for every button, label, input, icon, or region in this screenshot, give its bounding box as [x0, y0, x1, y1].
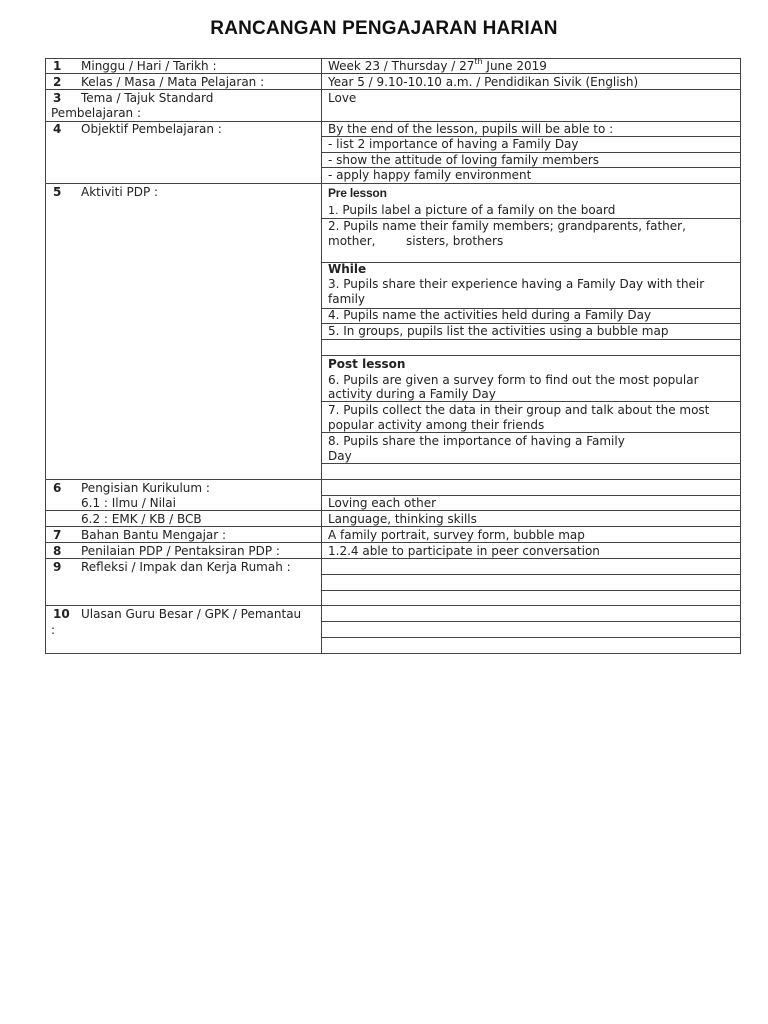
- activity-1: [328, 203, 615, 218]
- row-3-value: Love: [328, 91, 357, 105]
- pre-lesson-heading: Pre lesson: [328, 186, 387, 200]
- row-2-value: Year 5 / 9.10-10.10 a.m. / Pendidikan Sivik (English): [328, 75, 639, 89]
- cell-divider: [321, 262, 741, 263]
- date-superscript: th: [474, 57, 483, 66]
- row-4-number: 4: [53, 122, 62, 136]
- activity-8: 8. Pupils share the importance of having a Family: [328, 434, 625, 448]
- row-divider: [45, 73, 741, 74]
- row-6-1-label: 6.1 : Ilmu / Nilai: [81, 496, 176, 510]
- row-6-2-value: Language, thinking skills: [328, 512, 477, 526]
- cell-divider: [321, 621, 741, 622]
- row-6-number: 6: [53, 481, 62, 495]
- cell-divider: [321, 463, 741, 464]
- cell-divider: [321, 574, 741, 575]
- objective-item: - apply happy family environment: [328, 168, 532, 182]
- row-divider: [45, 510, 741, 511]
- row-divider: [45, 558, 741, 559]
- column-divider: [321, 58, 322, 654]
- activity-2: 2. Pupils name their family members; grandparents, father,: [328, 219, 686, 233]
- row-9-label: Refleksi / Impak dan Kerja Rumah :: [81, 560, 291, 574]
- lesson-plan-table: [45, 58, 741, 654]
- row-divider: [45, 183, 741, 184]
- row-3-label-cont: Pembelajaran :: [51, 106, 142, 120]
- row-6-2-label: 6.2 : EMK / KB / BCB: [81, 512, 202, 526]
- activity-2-cont: mother, sisters, brothers: [328, 234, 504, 248]
- row-2-number: 2: [53, 75, 62, 89]
- activity-7: 7. Pupils collect the data in their group and talk about the most: [328, 403, 710, 417]
- row-4-label: Objektif Pembelajaran :: [81, 122, 222, 136]
- row-divider: [45, 479, 741, 480]
- row-10-label: Ulasan Guru Besar / GPK / Pemantau: [81, 607, 302, 621]
- activity-1-number: 1.: [328, 204, 339, 217]
- row-divider: [45, 605, 741, 606]
- activity-4: 4. Pupils name the activities held during a Family Day: [328, 308, 652, 322]
- objective-item: - list 2 importance of having a Family Day: [328, 137, 579, 151]
- row-7-number: 7: [53, 528, 62, 542]
- while-heading: While: [328, 262, 367, 276]
- page-title: RANCANGAN PENGAJARAN HARIAN: [210, 18, 558, 39]
- row-9-number: 9: [53, 560, 62, 574]
- activity-1-text: Pupils label a picture of a family on the board: [338, 203, 616, 217]
- objective-intro: By the end of the lesson, pupils will be able to :: [328, 122, 614, 136]
- cell-divider: [321, 339, 741, 340]
- row-5-number: 5: [53, 185, 62, 199]
- cell-divider: [321, 590, 741, 591]
- activity-6: 6. Pupils are given a survey form to find out the most popular: [328, 373, 699, 387]
- row-10-label-cont: :: [51, 623, 56, 637]
- activity-3: 3. Pupils share their experience having a Family Day with their: [328, 277, 705, 291]
- activity-5: 5. In groups, pupils list the activities using a bubble map: [328, 324, 669, 338]
- row-2-label: Kelas / Masa / Mata Pelajaran :: [81, 75, 265, 89]
- activity-7-cont: popular activity among their friends: [328, 418, 545, 432]
- row-5-label: Aktiviti PDP :: [81, 185, 159, 199]
- row-10-number: 10: [53, 607, 70, 621]
- row-divider: [45, 89, 741, 90]
- post-lesson-heading: Post lesson: [328, 357, 406, 371]
- row-6-label: Pengisian Kurikulum :: [81, 481, 210, 495]
- row-8-label: Penilaian PDP / Pentaksiran PDP :: [81, 544, 280, 558]
- row-1-number: 1: [53, 59, 62, 73]
- activity-3-cont: family: [328, 292, 366, 306]
- row-divider: [45, 526, 741, 527]
- row-8-number: 8: [53, 544, 62, 558]
- activity-6-cont: activity during a Family Day: [328, 387, 496, 401]
- row-8-value: 1.2.4 able to participate in peer conversation: [328, 544, 600, 558]
- date-text-end: June 2019: [482, 59, 547, 73]
- objective-item: - show the attitude of loving family members: [328, 153, 600, 167]
- cell-divider: [321, 401, 741, 402]
- row-7-label: Bahan Bantu Mengajar :: [81, 528, 227, 542]
- activity-8-cont: Day: [328, 449, 352, 463]
- date-text: Week 23 / Thursday / 27: [328, 59, 475, 73]
- row-3-number: 3: [53, 91, 62, 105]
- row-3-label: Tema / Tajuk Standard: [81, 91, 214, 105]
- row-1-label: Minggu / Hari / Tarikh :: [81, 59, 217, 73]
- row-divider: [45, 542, 741, 543]
- cell-divider: [321, 355, 741, 356]
- cell-divider: [321, 432, 741, 433]
- row-7-value: A family portrait, survey form, bubble map: [328, 528, 585, 542]
- row-1-value: [328, 59, 547, 73]
- row-6-1-value: Loving each other: [328, 496, 437, 510]
- cell-divider: [321, 637, 741, 638]
